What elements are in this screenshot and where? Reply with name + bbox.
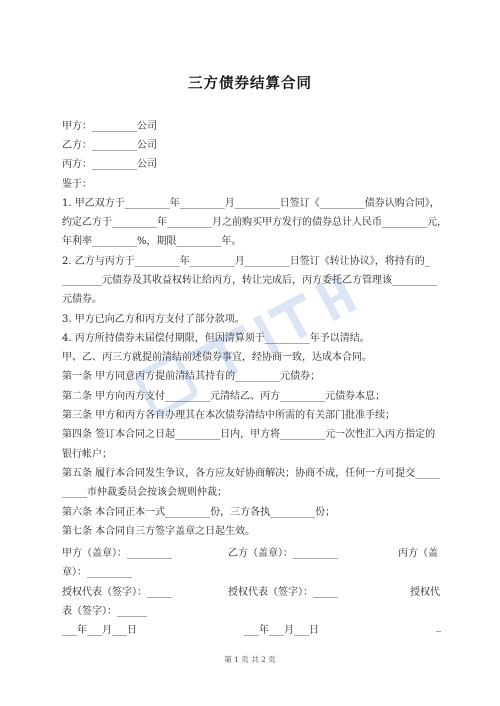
party-b-date: ___年___月___日 — [244, 625, 319, 636]
party-c-date: _ — [436, 621, 441, 632]
party-b-seal: 乙方（盖章）：_________ — [228, 548, 338, 559]
party-c-line: 丙方：_________公司 — [62, 159, 157, 170]
clause-line: 3. 甲方已向乙方和丙方支付了部分款项。 — [62, 314, 245, 325]
article-line: 第二条 甲方向丙方支付_________元清结乙、丙方_________元债券本息； — [62, 391, 386, 402]
whereas-label: 鉴于： — [62, 179, 92, 190]
clause-line: ________元债券及其收益权转让给丙方，转让完成后，丙方委托乙方管理该_________ — [62, 275, 437, 286]
party-b-representative: 授权代表（签字）：_____ — [228, 587, 338, 598]
clause-line: 元债券。 — [62, 294, 102, 305]
clause-line: 年利率_________%，期限_________年。 — [62, 236, 242, 247]
clause-line: 2. 乙方与丙方于_________年_________月_________日签订《转让协议》，将持有的_ — [62, 256, 430, 267]
clause-line: 甲、乙、丙三方就提前清结前述债券事宜，经协商一致，达成本合同。 — [62, 352, 372, 363]
party-a-date: ___年___月___日 — [62, 625, 137, 636]
article-line: 第四条 签订本合同之日起_________日内，甲方将_________元一次性汇入丙方指定的 — [62, 429, 436, 440]
party-c-representative-end: 表（签字）：______ — [62, 606, 147, 617]
clause-line: 1. 甲乙双方于_________年_________月_________日签订《_________债券认购合同》， — [62, 198, 440, 209]
article-line: 第五条 履行本合同发生争议，各方应友好协商解决；协商不成，任何一方可提交_____ — [62, 468, 441, 479]
party-b-line: 乙方：_________公司 — [62, 140, 157, 151]
party-a-line: 甲方：_________公司 — [62, 121, 157, 132]
party-a-seal: 甲方（盖章）：_________ — [62, 548, 172, 559]
article-line: 第七条 本合同自三方签字盖章之日起生效。 — [62, 526, 256, 537]
article-line: 第六条 本合同正本一式_________份，三方各执_________份； — [62, 507, 336, 518]
party-a-representative: 授权代表（签字）：_____ — [62, 587, 172, 598]
clause-line: 4. 丙方所持债券未届偿付期限，但因清算须于_________年予以清结。 — [62, 333, 370, 344]
article-line: _____市仲裁委员会按该会规则仲裁； — [62, 487, 227, 498]
clause-line: 约定乙方于_________年_________月之前购买甲方发行的债券总计人民币_________元， — [62, 217, 447, 228]
article-line: 银行帐户； — [62, 449, 112, 460]
article-line: 第一条 甲方同意丙方提前清结其持有的_________元债券； — [62, 371, 321, 382]
party-c-representative-start: 授权代 — [410, 587, 440, 598]
party-c-seal-end: 章）：_________ — [62, 567, 132, 578]
page-footer: 第 1 页 共 2 页 — [224, 655, 276, 664]
party-c-seal-start: 丙方（盖 — [398, 548, 438, 559]
page-title: 三方债券结算合同 — [188, 76, 312, 92]
article-line: 第三条 甲方和丙方各自办理其在本次债券清结中所需的有关部门批准手续； — [62, 410, 396, 421]
